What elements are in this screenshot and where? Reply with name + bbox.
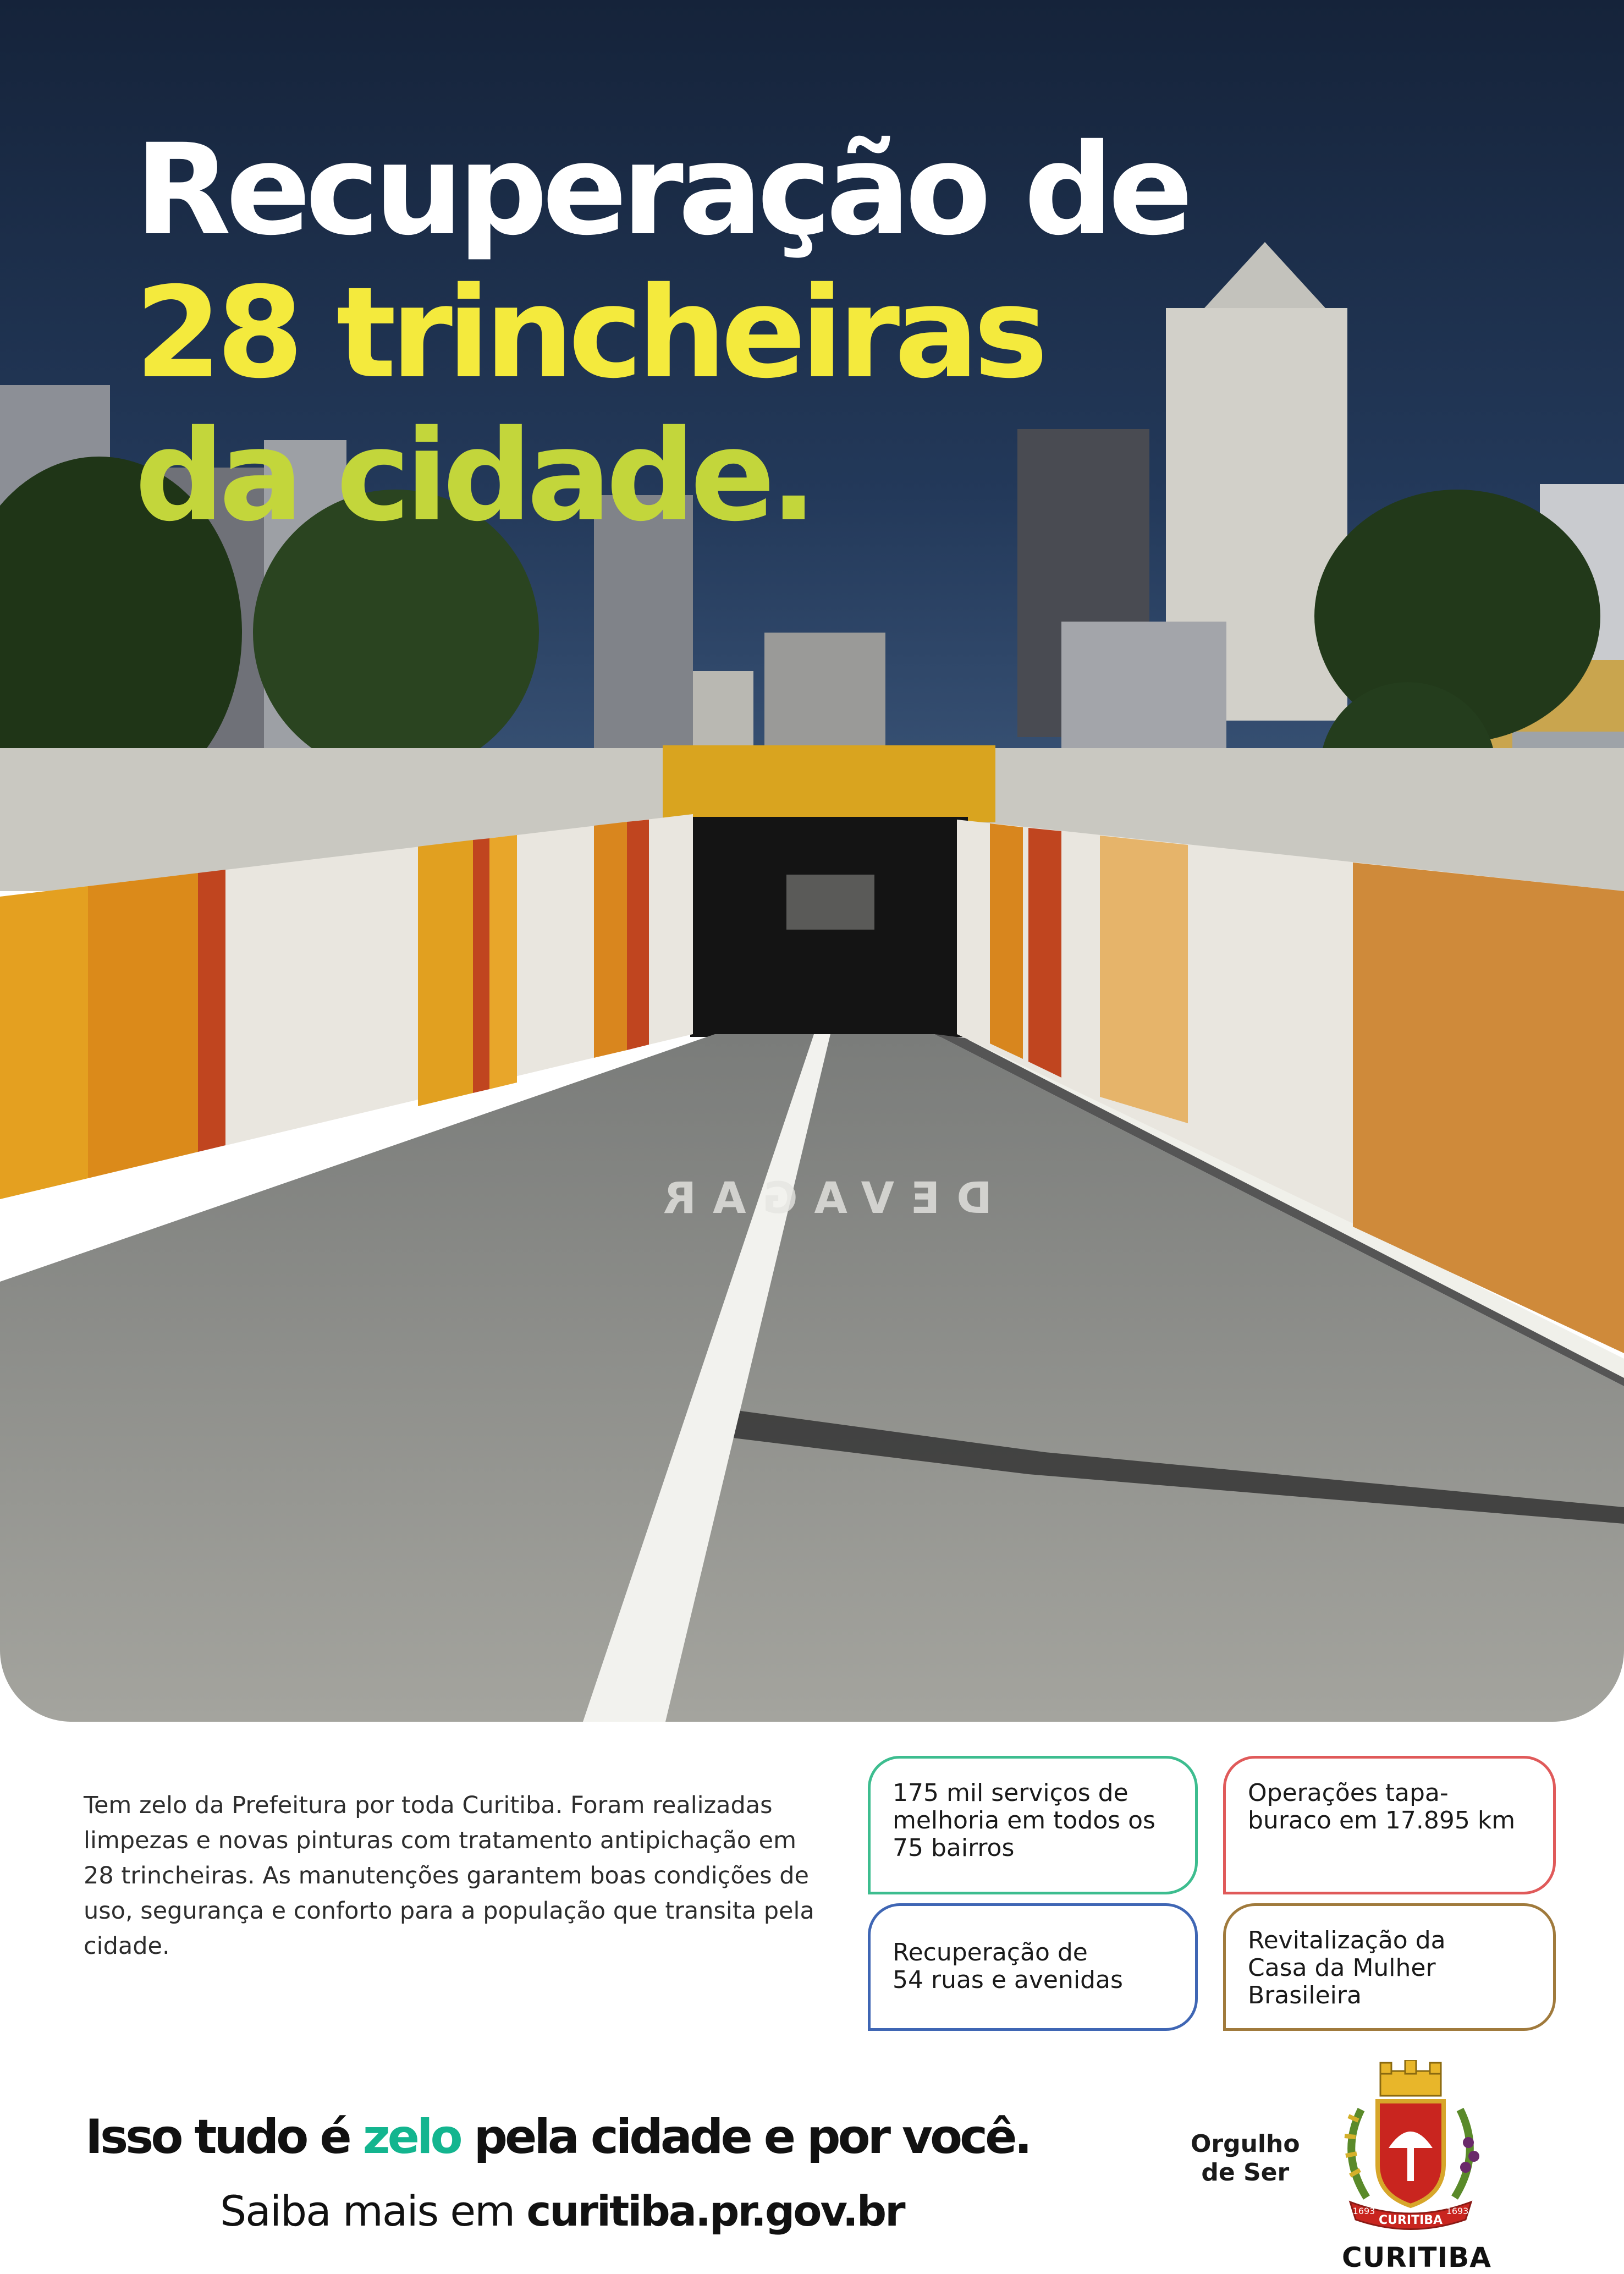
city-name: CURITIBA xyxy=(1342,2242,1491,2273)
tagline-highlight: zelo xyxy=(362,2110,460,2165)
crest-year-left: 1693 xyxy=(1352,2206,1375,2216)
tagline-before: Isso tudo é xyxy=(85,2110,363,2165)
stat-card-casa-mulher xyxy=(1223,1903,1556,2031)
crest-ribbon-text: CURITIBA xyxy=(1378,2213,1443,2227)
headline-line-2: 28 trincheiras xyxy=(135,260,1043,406)
stat-card-potholes xyxy=(1223,1756,1556,1894)
stat-card-text: Recuperação de 54 ruas e avenidas xyxy=(893,1938,1123,1994)
stat-card-services xyxy=(868,1756,1198,1894)
stat-card-text: Revitalização da Casa da Mulher Brasileira xyxy=(1248,1926,1446,2009)
stat-card-text: Operações tapa- buraco em 17.895 km xyxy=(1248,1779,1516,1834)
website-link[interactable]: curitiba.pr.gov.br xyxy=(526,2187,904,2235)
page-title xyxy=(135,118,1188,547)
tagline-after: pela cidade e por você. xyxy=(460,2110,1030,2165)
slogan-line-1: Orgulho xyxy=(1191,2130,1300,2158)
crest-year-right: 1693 xyxy=(1446,2206,1469,2216)
brand-slogan xyxy=(1191,2130,1300,2187)
slogan-line-2: de Ser xyxy=(1201,2158,1290,2187)
road-marking-text: DEVAGAR xyxy=(647,1174,992,1223)
website-prefix: Saiba mais em xyxy=(220,2187,527,2235)
body-paragraph: Tem zelo da Prefeitura por toda Curitiba. Foram realizadas limpezas e novas pinturas com tratamento antipichação em 28 trincheiras. As manutenções garantem boas condições de uso, segurança e conforto para a população que transita pela cidade. xyxy=(84,1792,814,1960)
headline-line-1: Recuperação de xyxy=(135,117,1188,263)
website-line xyxy=(220,2187,904,2235)
headline-line-3: da cidade. xyxy=(135,403,812,549)
tagline xyxy=(85,2110,1030,2165)
stat-card-text: 175 mil serviços de melhoria em todos os 75 bairros xyxy=(893,1779,1155,1862)
city-crest-icon xyxy=(1328,2060,1493,2244)
stat-card-streets xyxy=(868,1903,1198,2031)
